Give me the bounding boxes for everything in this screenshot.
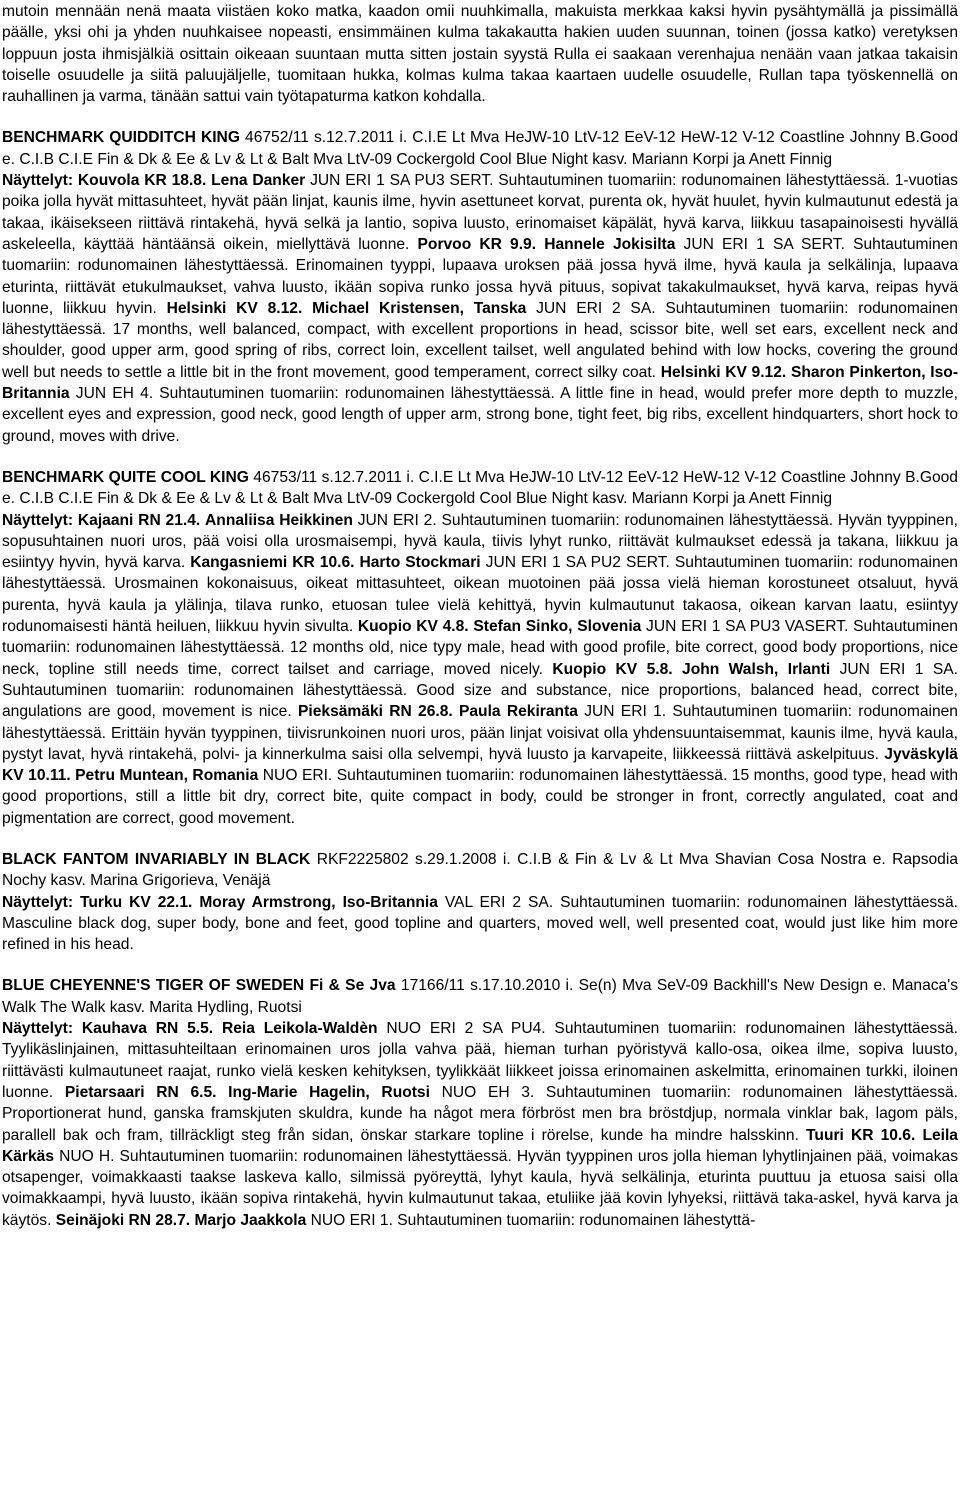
critique-text: JUN ERI 1. Suhtautuminen tuomariin: rodunomainen lähestyttäessä. Erittäin hyvän tyyppinen, tiivisrunkoinen nuori uros, pään linjat voisivat olla yhdensuuntaisemmat, kaunis ilme, hyvä kaula, pystyt lavat, hyvä rintakehä, polvi- ja kinnerkulma saisi olla selvempi, hyvä luusto ja karvapeite, liikkeessä riittävä askelpituus. [2, 703, 958, 763]
judge-name: Sharon Pinkerton, Iso-Britannia [2, 363, 959, 403]
critique-text: VAL ERI 2 SA. Suhtautuminen tuomariin: rodunomainen lähestyttäessä. Masculine black dog, super body, bone and feet, good topline and quarters, moved well, well presented coat, would just like him more refined in his head. [2, 893, 958, 954]
show-name: Kouvola KR 18.8. [77, 172, 207, 190]
document-page [0, 1, 960, 1231]
critique-text: JUN ERI 2 SA. Suhtautuminen tuomariin: rodunomainen lähestyttäessä. 17 months, well balanced, compact, with excellent proportions in head, scissor bite, well set ears, excellent neck and shoulder, good upper arm, good spring of ribs, correct loin, excellent tailset, well angulated behind with low hocks, covering the ground well but needs to settle a little bit in the front movement, good temperament, correct silky coat. [2, 299, 958, 381]
show-results [2, 1018, 958, 1231]
intro-paragraph: mutoin mennään nenä maata viistäen koko matka, kaadon omii nuuhkimalla, makuista merkkaa kaksi hyvin pysähtymällä ja pissimällä päälle, yksi ohi ja yhden nuuhkaisee nopeasti, ensimmäinen kulma takakautta hakien uuden suunnan, toinen (jossa katko) veretyksen loppuun josta ihmisjälkiä osittain oikeaan suuntaan mutta sitten jostain syystä Rulla ei saakaan verenhajua nenään vaan jatkaa takaisin toiselle osuudelle ja siitä paluujäljelle, tuomitaan hukka, kolmas kulma takaa kaartaen uudelle osuudelle, Rullan tapa työskennellä on rauhallinen ja varma, tänään sattui vain työtapaturma katkon kohdalla. [2, 3, 958, 106]
dog-details: 46752/11 s.12.7.2011 i. C.I.E Lt Mva HeJW-10 LtV-12 EeV-12 HeW-12 V-12 Coastline Johnny B.Good e. C.I.B C.I.E Fin & Dk & Ee & Lv & Lt & Balt Mva LtV-09 Cockergold Cool Blue Night kasv. Mariann Korpi ja Anett Finnig [2, 129, 958, 168]
dog-entry [2, 127, 958, 446]
show-name: Jyväskylä KV 10.11. [2, 745, 958, 785]
judge-name: Annaliisa Heikkinen [205, 511, 353, 529]
shows-label: Näyttelyt: [2, 172, 74, 190]
show-results [2, 892, 958, 956]
critique-text: JUN ERI 1 SA. Suhtautuminen tuomariin: rodunomainen lähestyttäessä. Good size and substance, nice proportions, balanced head, correct bite, angulations are good, movement is nice. [2, 660, 958, 721]
show-name: Seinäjoki RN 28.7. [55, 1211, 191, 1229]
show-name: Kangasniemi KR 10.6. [190, 554, 355, 572]
show-name: Kuopio KV 5.8. [552, 660, 673, 678]
critique-text: JUN ERI 2. Suhtautuminen tuomariin: rodunomainen lähestyttäessä. Hyvän tyyppinen, sopusuhtainen nuori uros, pää voisi olla urosmaisempi, hyvä kaula, tiivis lyhyt runko, riittävät kulmaukset edessä ja takana, liikkuu ja esiintyy hyvin, hyvä karva. [2, 511, 958, 572]
judge-name: Marjo Jaakkola [194, 1211, 307, 1229]
judge-name: Hannele Jokisilta [544, 235, 676, 253]
show-name: Helsinki KV 8.12. [166, 299, 303, 317]
judge-name: Lena Danker [211, 172, 306, 190]
judge-name: Michael Kristensen, Tanska [312, 299, 527, 317]
critique-text: JUN EH 4. Suhtautuminen tuomariin: rodunomainen lähestyttäessä. A little fine in head, would prefer more depth to muzzle, excellent eyes and expression, good neck, good length of upper arm, strong bone, tight feet, big ribs, excellent hindquarters, short hock to ground, moves with drive. [2, 385, 958, 445]
dog-name: BENCHMARK QUITE COOL KING [2, 468, 249, 486]
critique-text: NUO ERI 1. Suhtautuminen tuomariin: rodunomainen lähestyttä- [310, 1211, 756, 1229]
dog-details: 17166/11 s.17.10.2010 i. Se(n) Mva SeV-09 Backhill's New Design e. Manaca's Walk The Walk kasv. Marita Hydling, Ruotsi [2, 977, 958, 1016]
judge-name: Paula Rekiranta [458, 703, 578, 721]
critique-text: JUN ERI 1 SA PU2 SERT. Suhtautuminen tuomariin: rodunomainen lähestyttäessä. Urosmainen kokonaisuus, oikeat mittasuhteet, oikean muotoinen pää jossa vielä hieman korostuneet otsaluut, hyvä purenta, hyvä kaula ja ylälinja, tilava runko, etuosan tulee vielä kehittyä, hyvin kulmautunut takaosa, oikean karvan laatu, esiintyy rodunomaisesti häntä heiluen, liikkuu hyvin sivulta. [2, 554, 958, 636]
judge-name: Petru Muntean, Romania [75, 767, 259, 785]
shows-label: Näyttelyt: [2, 511, 74, 529]
critique-text: NUO H. Suhtautuminen tuomariin: rodunomainen lähestyttäessä. Hyvän tyyppinen uros jolla hieman lyhytlinjainen pää, voimakas otsapenger, voimakkaasti taakse laskeva kallo, silmissä pyöreyttä, lyhyt kaula, hyvä selkälinja, eturinta puuttuu ja etuosa saisi olla voimakkaampi, hyvä luusto, ikään sopiva rintakehä, hyvin kulmautunut takaa, etuliike jää kovin lyhyeksi, riittävä taka-askel, hyvä karva ja käytös. [2, 1147, 958, 1229]
dog-name: BLACK FANTOM INVARIABLY IN BLACK [2, 850, 311, 868]
dog-name: BLUE CHEYENNE'S TIGER OF SWEDEN Fi & Se Jva [2, 977, 396, 995]
show-name: Helsinki KV 9.12. [660, 363, 787, 381]
critique-text: NUO EH 3. Suhtautuminen tuomariin: rodunomainen lähestyttäessä. Proportionerat hund, ganska framskjuten skuldra, kunde ha något mera förbröst men bra bröstdjup, normala vinklar bak, lagom päls, parallell bak och fram, tillräckligt steg från sidan, önskar starkare topline i rörelse, kunde ha mindre halsskinn. [2, 1083, 958, 1144]
dog-header [2, 975, 958, 1018]
dog-header [2, 849, 958, 892]
judge-name: Moray Armstrong, Iso-Britannia [199, 893, 438, 911]
show-results [2, 170, 958, 447]
critique-text: JUN ERI 1 SA PU3 SERT. Suhtautuminen tuomariin: rodunomainen lähestyttäessä. 1-vuotias poika jolla hyvät mittasuhteet, hyvät pään linjat, kaunis ilme, hyvin asettuneet korvat, purenta ok, hyvät huulet, hyvin kulmautunut edestä ja takaa, ikäisekseen riittävä rintakehä, hyvä selkä ja lantio, sopiva luusto, erinomaiset käpälät, hyvä karva, liikkuu tasapainoisesti hyvällä askeleella, käyttää häntäänsä oikein, miellyttävä luonne. [2, 172, 958, 253]
judge-name: Stefan Sinko, Slovenia [473, 618, 642, 636]
critique-text: JUN ERI 1 SA PU3 VASERT. Suhtautuminen tuomariin: rodunomainen lähestyttäessä. 12 months old, nice typy male, head with good profile, bite correct, good body proportions, nice neck, topline still needs time, correct tailset and carriage, moved nicely. [2, 618, 958, 678]
show-name: Pietarsaari RN 6.5. [64, 1083, 217, 1101]
judge-name: Reia Leikola-Waldèn [221, 1020, 378, 1038]
dog-entry [2, 849, 958, 955]
show-results [2, 510, 958, 829]
dog-details: 46753/11 s.12.7.2011 i. C.I.E Lt Mva HeJW-10 LtV-12 EeV-12 HeW-12 V-12 Coastline Johnny B.Good e. C.I.B C.I.E Fin & Dk & Ee & Lv & Lt & Balt Mva LtV-09 Cockergold Cool Blue Night kasv. Mariann Korpi ja Anett Finnig [2, 468, 958, 508]
judge-name: Harto Stockmari [359, 554, 481, 572]
critique-text: NUO ERI. Suhtautuminen tuomariin: rodunomainen lähestyttäessä. 15 months, good type, head with good proportions, still a little bit dry, correct bite, quite compact in body, could be stronger in front, correctly angulated, coat and pigmentation are correct, good movement. [2, 767, 958, 827]
show-name: Kajaani RN 21.4. [77, 511, 201, 529]
judge-name: Ing-Marie Hagelin, Ruotsi [228, 1083, 430, 1101]
show-name: Turku KV 22.1. [80, 893, 193, 911]
show-name: Kuopio KV 4.8. [357, 618, 469, 636]
judge-name: Leila Kärkäs [2, 1126, 958, 1165]
shows-label: Näyttelyt: [2, 1020, 74, 1038]
show-name: Tuuri KR 10.6. [806, 1126, 916, 1144]
dog-header [2, 467, 958, 510]
judge-name: John Walsh, Irlanti [682, 660, 831, 678]
dog-name: BENCHMARK QUIDDITCH KING [2, 129, 240, 147]
shows-label: Näyttelyt: [2, 893, 74, 911]
dog-details: RKF2225802 s.29.1.2008 i. C.I.B & Fin & Lv & Lt Mva Shavian Cosa Nostra e. Rapsodia Nochy kasv. Marina Grigorieva, Venäjä [2, 850, 958, 890]
dog-entry [2, 467, 958, 829]
show-name: Porvoo KR 9.9. [417, 235, 537, 253]
show-name: Pieksämäki RN 26.8. [297, 703, 453, 721]
critique-text: NUO ERI 2 SA PU4. Suhtautuminen tuomariin: rodunomainen lähestyttäessä. Tyylikäslinjainen, mittasuhteiltaan erinomainen uros jolla vahva pää, hieman turhan pyöristyvä kallo-osa, oikea ilme, sopiva luusto, riittävästi kulmautuneet raajat, runko vielä kesken kehityksen, tyylikkäät liikkeet joissa erinomainen askelmitta, erinomainen turkki, iloinen luonne. [2, 1020, 959, 1101]
show-name: Kauhava RN 5.5. [81, 1020, 214, 1038]
dog-entry [2, 975, 958, 1231]
critique-text: JUN ERI 1 SA SERT. Suhtautuminen tuomariin: rodunomainen lähestyttäessä. Erinomainen tyyppi, lupaava uroksen pää jossa hyvä ilme, hyvä kaula ja selkälinja, lupaava eturinta, riittävät etukulmaukset, vahva luusto, ikään sopiva runko jossa hyvä pituus, sopivat takakulmaukset, hyvä karva, reipas hyvä luonne, liikkuu hyvin. [2, 235, 958, 317]
dog-header [2, 127, 958, 170]
